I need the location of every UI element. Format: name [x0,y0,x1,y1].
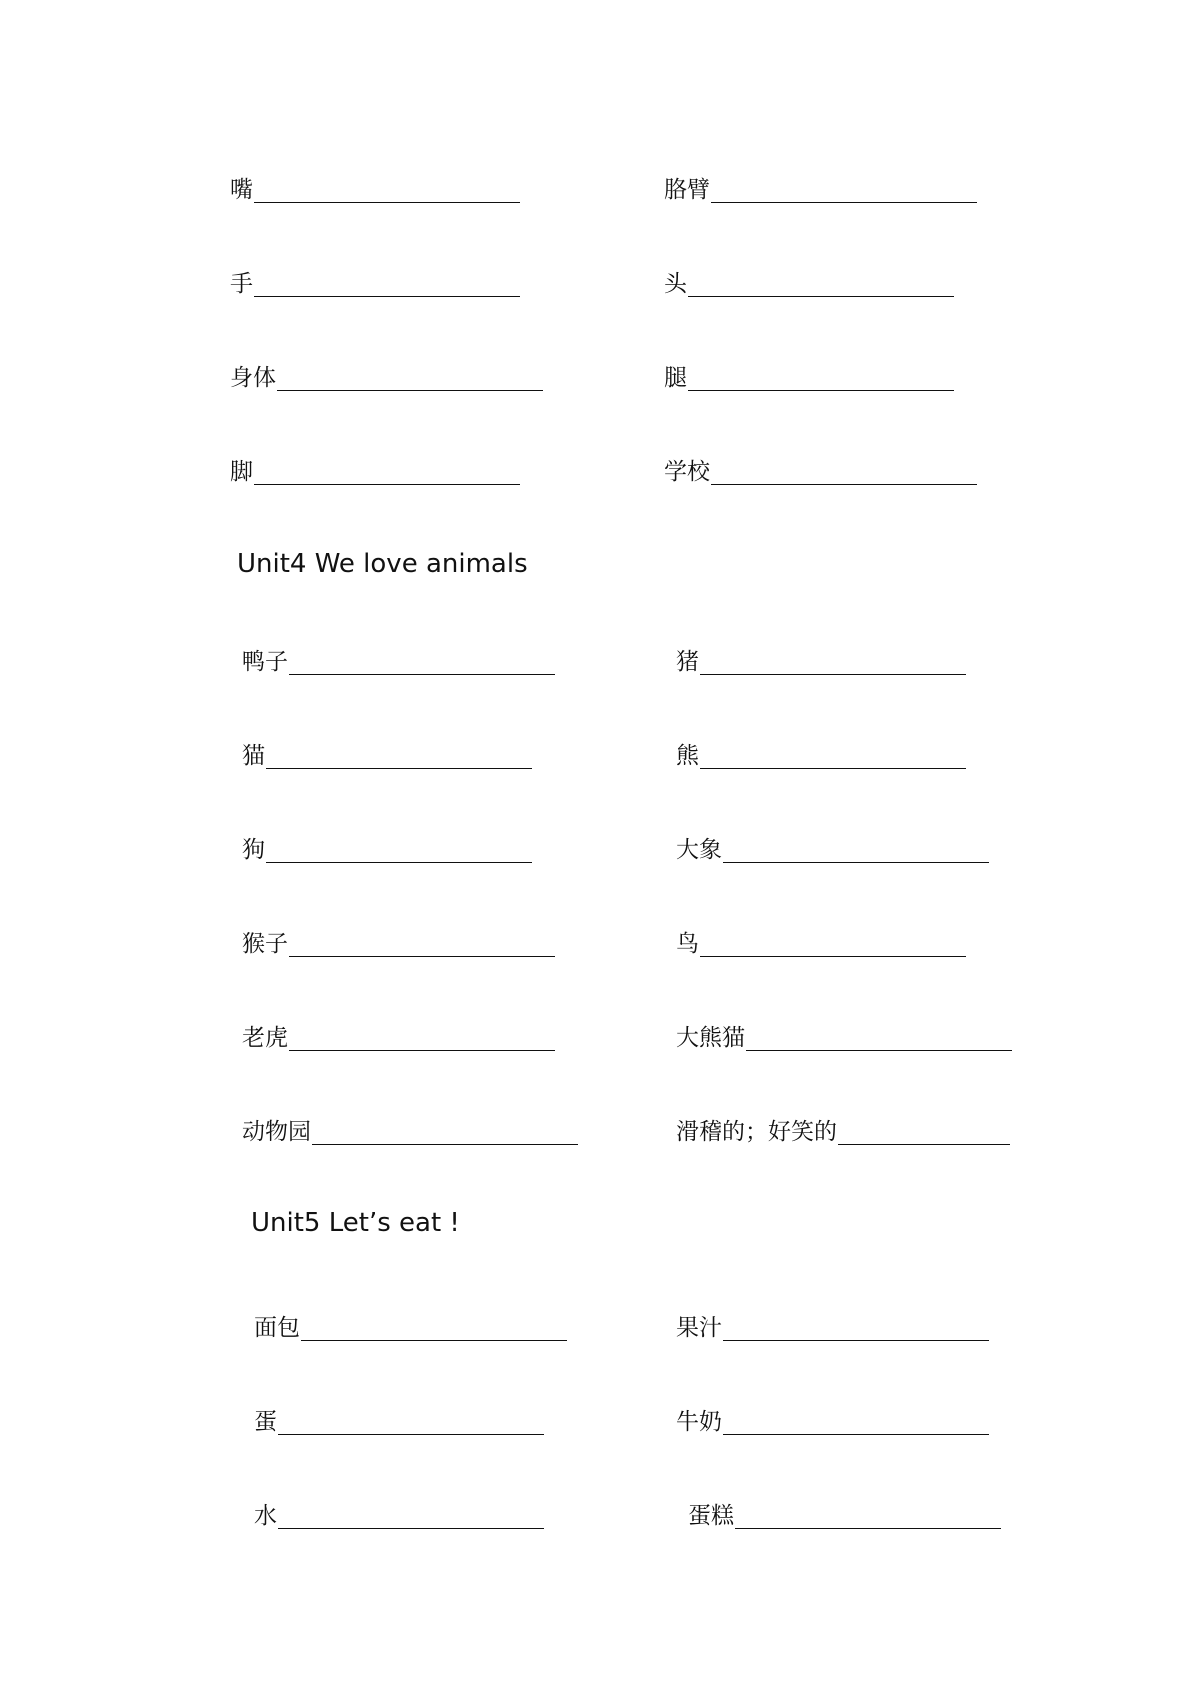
vocab-row-monkey [242,930,555,958]
answer-blank[interactable] [289,1028,555,1051]
vocab-label: 猫 [242,743,265,769]
answer-blank[interactable] [838,1122,1010,1145]
vocab-row-bread [254,1314,567,1342]
answer-blank[interactable] [254,462,520,485]
vocab-label: 水 [254,1503,277,1529]
vocab-row-mouth [230,176,520,204]
answer-blank[interactable] [278,1412,544,1435]
vocab-row-arm [664,176,977,204]
vocab-row-bear [676,742,966,770]
answer-blank[interactable] [723,840,989,863]
answer-blank[interactable] [700,746,966,769]
vocab-label: 嘴 [230,177,253,203]
answer-blank[interactable] [312,1122,578,1145]
vocab-label: 果汁 [676,1315,722,1341]
vocab-row-cake [688,1502,1001,1530]
answer-blank[interactable] [266,746,532,769]
vocab-row-tiger [242,1024,555,1052]
answer-blank[interactable] [289,652,555,675]
vocab-label: 滑稽的；好笑的 [676,1119,837,1145]
vocab-label: 牛奶 [676,1409,722,1435]
vocab-label: 身体 [230,365,276,391]
vocab-label: 大熊猫 [676,1025,745,1051]
vocab-label: 胳臂 [664,177,710,203]
vocab-label: 手 [230,271,253,297]
answer-blank[interactable] [700,934,966,957]
answer-blank[interactable] [254,274,520,297]
vocab-row-school [664,458,977,486]
answer-blank[interactable] [278,1506,544,1529]
vocab-row-pig [676,648,966,676]
answer-blank[interactable] [688,368,954,391]
vocab-row-body [230,364,543,392]
answer-blank[interactable] [723,1318,989,1341]
vocab-row-zoo [242,1118,578,1146]
answer-blank[interactable] [254,180,520,203]
vocab-label: 动物园 [242,1119,311,1145]
vocab-row-panda [676,1024,1012,1052]
unit5-title: Unit5 Let’s eat ! [251,1208,460,1238]
vocab-label: 脚 [230,459,253,485]
vocab-row-leg [664,364,954,392]
answer-blank[interactable] [289,934,555,957]
vocab-label: 猪 [676,649,699,675]
answer-blank[interactable] [277,368,543,391]
vocab-row-egg [254,1408,544,1436]
answer-blank[interactable] [301,1318,567,1341]
vocab-label: 学校 [664,459,710,485]
vocab-row-duck [242,648,555,676]
vocab-row-elephant [676,836,989,864]
vocab-row-water [254,1502,544,1530]
vocab-label: 蛋 [254,1409,277,1435]
unit4-title: Unit4 We love animals [237,549,528,579]
answer-blank[interactable] [700,652,966,675]
vocab-row-cat [242,742,532,770]
answer-blank[interactable] [266,840,532,863]
vocab-label: 头 [664,271,687,297]
answer-blank[interactable] [711,462,977,485]
vocab-label: 大象 [676,837,722,863]
vocab-row-foot [230,458,520,486]
answer-blank[interactable] [688,274,954,297]
answer-blank[interactable] [711,180,977,203]
vocab-label: 腿 [664,365,687,391]
answer-blank[interactable] [746,1028,1012,1051]
vocab-row-bird [676,930,966,958]
answer-blank[interactable] [735,1506,1001,1529]
vocab-row-head [664,270,954,298]
vocab-row-dog [242,836,532,864]
vocab-label: 猴子 [242,931,288,957]
vocab-row-juice [676,1314,989,1342]
answer-blank[interactable] [723,1412,989,1435]
vocab-label: 狗 [242,837,265,863]
vocab-label: 面包 [254,1315,300,1341]
vocab-row-milk [676,1408,989,1436]
vocab-row-hand [230,270,520,298]
vocab-label: 老虎 [242,1025,288,1051]
vocab-label: 熊 [676,743,699,769]
vocab-row-funny [676,1118,1010,1146]
vocab-label: 鸟 [676,931,699,957]
vocab-label: 鸭子 [242,649,288,675]
vocab-label: 蛋糕 [688,1503,734,1529]
